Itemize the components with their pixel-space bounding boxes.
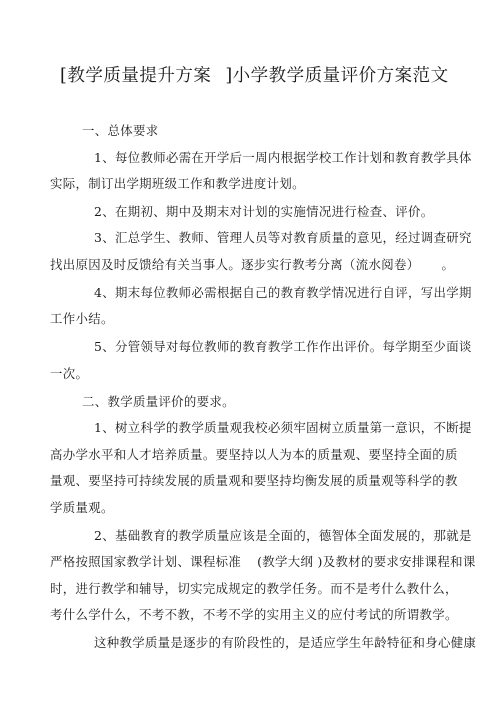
paragraph-line: 时，进行教学和辅导，切实完成规定的教学任务。而不是考什么教什么， [50,581,458,596]
paragraph-line: 这种教学质量是逐步的有阶段性的，是适应学生年龄特征和身心健康 [94,635,477,650]
document-title [60,64,480,88]
paragraph-line [50,256,454,274]
title-part-1: [教学质量提升方案 [60,66,212,86]
paragraph-line: 量观、要坚持可持续发展的质量观和要坚持均衡发展的质量观等科学的教 [50,473,458,488]
paragraph-line: 1、每位教师必需在开学后一周内根据学校工作计划和教育教学具体 [94,150,472,165]
paragraph-line: 5、分管领导对每位教师的教育教学工作作出评价。每学期至少面谈 [94,339,472,354]
paragraph-line: 4、期末每位教师必需根据自己的教育教学情况进行自评，写出学期 [94,285,472,300]
paragraph-line: 工作小结。 [50,311,114,326]
paragraph-line: 1、树立科学的教学质量观我校必须牢固树立质量第一意识，不断提 [94,420,472,435]
paragraph-line: 一次。 [50,366,89,381]
section-heading-1: 一、总体要求 [82,123,159,138]
paragraph-line: 3、汇总学生、教师、管理人员等对教育质量的意见，经过调查研究 [94,230,472,245]
paragraph-line: 实际，制订出学期班级工作和教学进度计划。 [50,176,305,191]
paragraph-line: 2、在期初、期中及期末对计划的实施情况进行检查、评价。 [94,204,434,219]
paragraph-line-text: 找出原因及时反馈给有关当事人。逐步实行教考分离（流水阅卷） [50,257,420,272]
trailing-period: 。 [441,257,455,272]
paragraph-line: 学质量观。 [50,500,114,515]
section-heading-2: 二、教学质量评价的要求。 [82,394,235,409]
paragraph-line: 考什么学什么，不考不教，不考不学的实用主义的应付考试的所谓教学。 [50,607,458,622]
paragraph-line [50,553,476,571]
paragraph-line-text: (教学大纲 )及教材的要求安排课程和课 [257,554,476,569]
paragraph-line: 2、基础教育的教学质量应该是全面的，德智体全面发展的，那就是 [94,528,472,543]
paragraph-line-text: 严格按照国家教学计划、课程标准 [50,554,242,569]
title-part-2: ]小学教学质量评价方案范文 [225,66,449,86]
paragraph-line: 高办学水平和人才培养质量。要坚持以人为本的质量观、要坚持全面的质 [50,447,458,462]
